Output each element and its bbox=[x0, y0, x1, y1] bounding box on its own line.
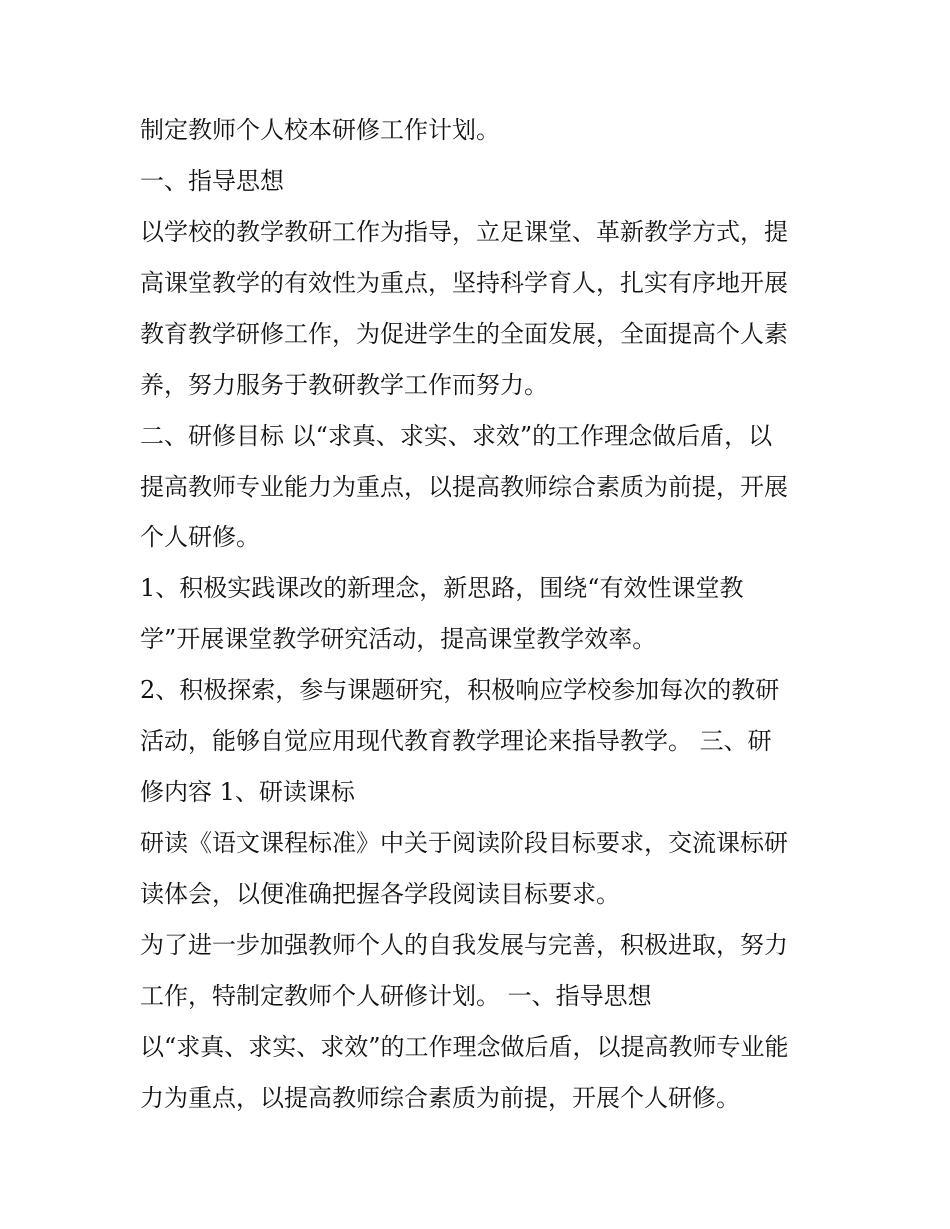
section-heading: 一、指导思想 bbox=[140, 167, 284, 195]
list-item: 2、积极探索，参与课题研究，积极响应学校参加每次的教研 bbox=[140, 676, 780, 704]
text-line: 工作，特制定教师个人研修计划。 一、指导思想 bbox=[140, 982, 652, 1010]
text-line: 提高教师专业能力为重点，以提高教师综合素质为前提，开展 bbox=[140, 473, 788, 501]
text-line: 制定教师个人校本研修工作计划。 bbox=[140, 116, 500, 144]
text-line: 研读《语文课程标准》中关于阅读阶段目标要求，交流课标研 bbox=[140, 829, 788, 857]
text-line: 为了进一步加强教师个人的自我发展与完善，积极进取，努力 bbox=[140, 931, 788, 959]
list-item: 1、积极实践课改的新理念，新思路，围绕“有效性课堂教 bbox=[140, 574, 744, 602]
text-line: 以“求真、求实、求效”的工作理念做后盾，以提高教师专业能 bbox=[140, 1033, 789, 1061]
text-line: 修内容 1、研读课标 bbox=[140, 778, 355, 806]
text-line: 读体会，以便准确把握各学段阅读目标要求。 bbox=[140, 880, 620, 908]
section-heading: 二、研修目标 以“求真、求实、求效”的工作理念做后盾，以 bbox=[140, 422, 773, 450]
text-line: 养，努力服务于教研教学工作而努力。 bbox=[140, 371, 548, 399]
text-line: 学”开展课堂教学研究活动，提高课堂教学效率。 bbox=[140, 625, 657, 653]
text-line: 力为重点，以提高教师综合素质为前提，开展个人研修。 bbox=[140, 1084, 740, 1112]
text-line: 活动，能够自觉应用现代教育教学理论来指导教学。 三、研 bbox=[140, 727, 772, 755]
text-line: 高课堂教学的有效性为重点，坚持科学育人，扎实有序地开展 bbox=[140, 269, 788, 297]
text-line: 以学校的教学教研工作为指导，立足课堂、革新教学方式，提 bbox=[140, 218, 788, 246]
text-line: 教育教学研修工作，为促进学生的全面发展，全面提高个人素 bbox=[140, 320, 788, 348]
text-line: 个人研修。 bbox=[140, 523, 260, 551]
